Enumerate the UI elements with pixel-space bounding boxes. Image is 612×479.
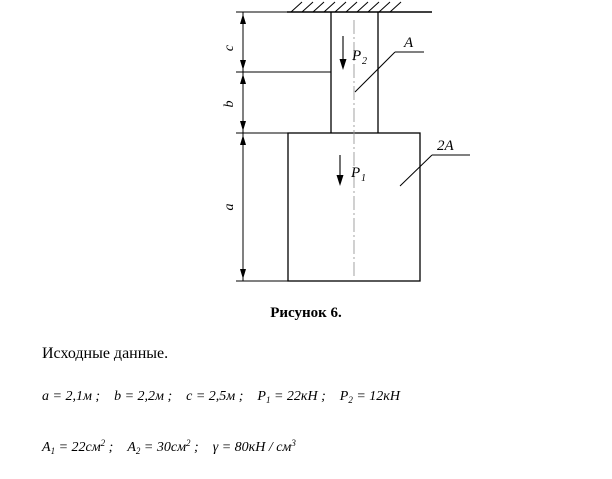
force-p2 <box>340 36 368 70</box>
param-p1-unit: кН <box>300 389 318 404</box>
param-a1-sub: 1 <box>50 446 56 456</box>
param-c-unit: м <box>226 389 236 404</box>
dim-a-label: a <box>222 203 237 211</box>
upper-bar-section-A <box>331 12 378 133</box>
given-data-heading: Исходные данные. <box>42 345 169 362</box>
dimension-b <box>222 72 246 133</box>
param-b-unit: м <box>155 389 164 404</box>
figure-caption: Рисунок 6. <box>270 305 342 321</box>
param-a2-unit: см <box>170 440 187 455</box>
param-p2-name: P <box>339 389 349 404</box>
force-p1-label: P <box>351 165 361 181</box>
param-p2-unit: кН <box>383 389 400 404</box>
dim-c-label: c <box>222 44 237 52</box>
force-p1-sub: 1 <box>361 173 366 184</box>
sep-3: ; <box>235 389 244 404</box>
sep-6: ; <box>190 440 199 455</box>
param-a-unit: м <box>82 389 92 404</box>
param-a-name: a <box>42 389 49 404</box>
param-a2-value: = 30 <box>140 440 171 455</box>
param-a1-value: = 22 <box>55 440 86 455</box>
force-p2-label: P <box>352 48 362 64</box>
given-data-line-2 <box>42 438 296 456</box>
param-a-value: = 2,1 <box>49 389 83 404</box>
param-a1-name: A <box>42 440 51 455</box>
param-a2-sub: 2 <box>135 446 141 456</box>
label-A-text: A <box>404 35 414 51</box>
param-c-value: = 2,5 <box>192 389 227 404</box>
param-a2-sup: 2 <box>186 438 191 448</box>
sep-4: ; <box>317 389 326 404</box>
given-data-line-1 <box>42 389 400 405</box>
param-p1-value: = 22 <box>270 389 301 404</box>
param-a2-name: A <box>127 440 136 455</box>
dimension-lead-lines <box>236 12 331 281</box>
ceiling-support <box>287 2 432 12</box>
sep-1: ; <box>91 389 101 404</box>
param-p1-name: P <box>257 389 266 404</box>
param-gamma-value: = 80 <box>218 440 249 455</box>
dimension-a <box>222 133 246 281</box>
param-p2-sub: 2 <box>348 395 353 405</box>
param-a1-sup: 2 <box>100 438 106 448</box>
param-c-name: c <box>186 389 193 404</box>
param-p1-sub: 1 <box>265 395 271 405</box>
force-p1 <box>337 155 367 186</box>
param-b-name: b <box>114 389 122 404</box>
param-gamma-name: γ <box>212 440 219 455</box>
force-p2-sub: 2 <box>362 56 367 67</box>
param-b-value: = 2,2 <box>121 389 156 404</box>
dimension-c <box>222 12 246 72</box>
param-gamma-sup: 3 <box>291 438 296 448</box>
label-area-2A <box>400 138 470 186</box>
sep-2: ; <box>163 389 173 404</box>
param-p2-value: = 12 <box>352 389 384 404</box>
param-gamma-unit: кН / см <box>248 440 292 455</box>
label-2A-text: 2A <box>437 138 454 154</box>
sep-5: ; <box>105 440 114 455</box>
param-a1-unit: см <box>85 440 101 455</box>
dim-b-label: b <box>222 100 237 108</box>
